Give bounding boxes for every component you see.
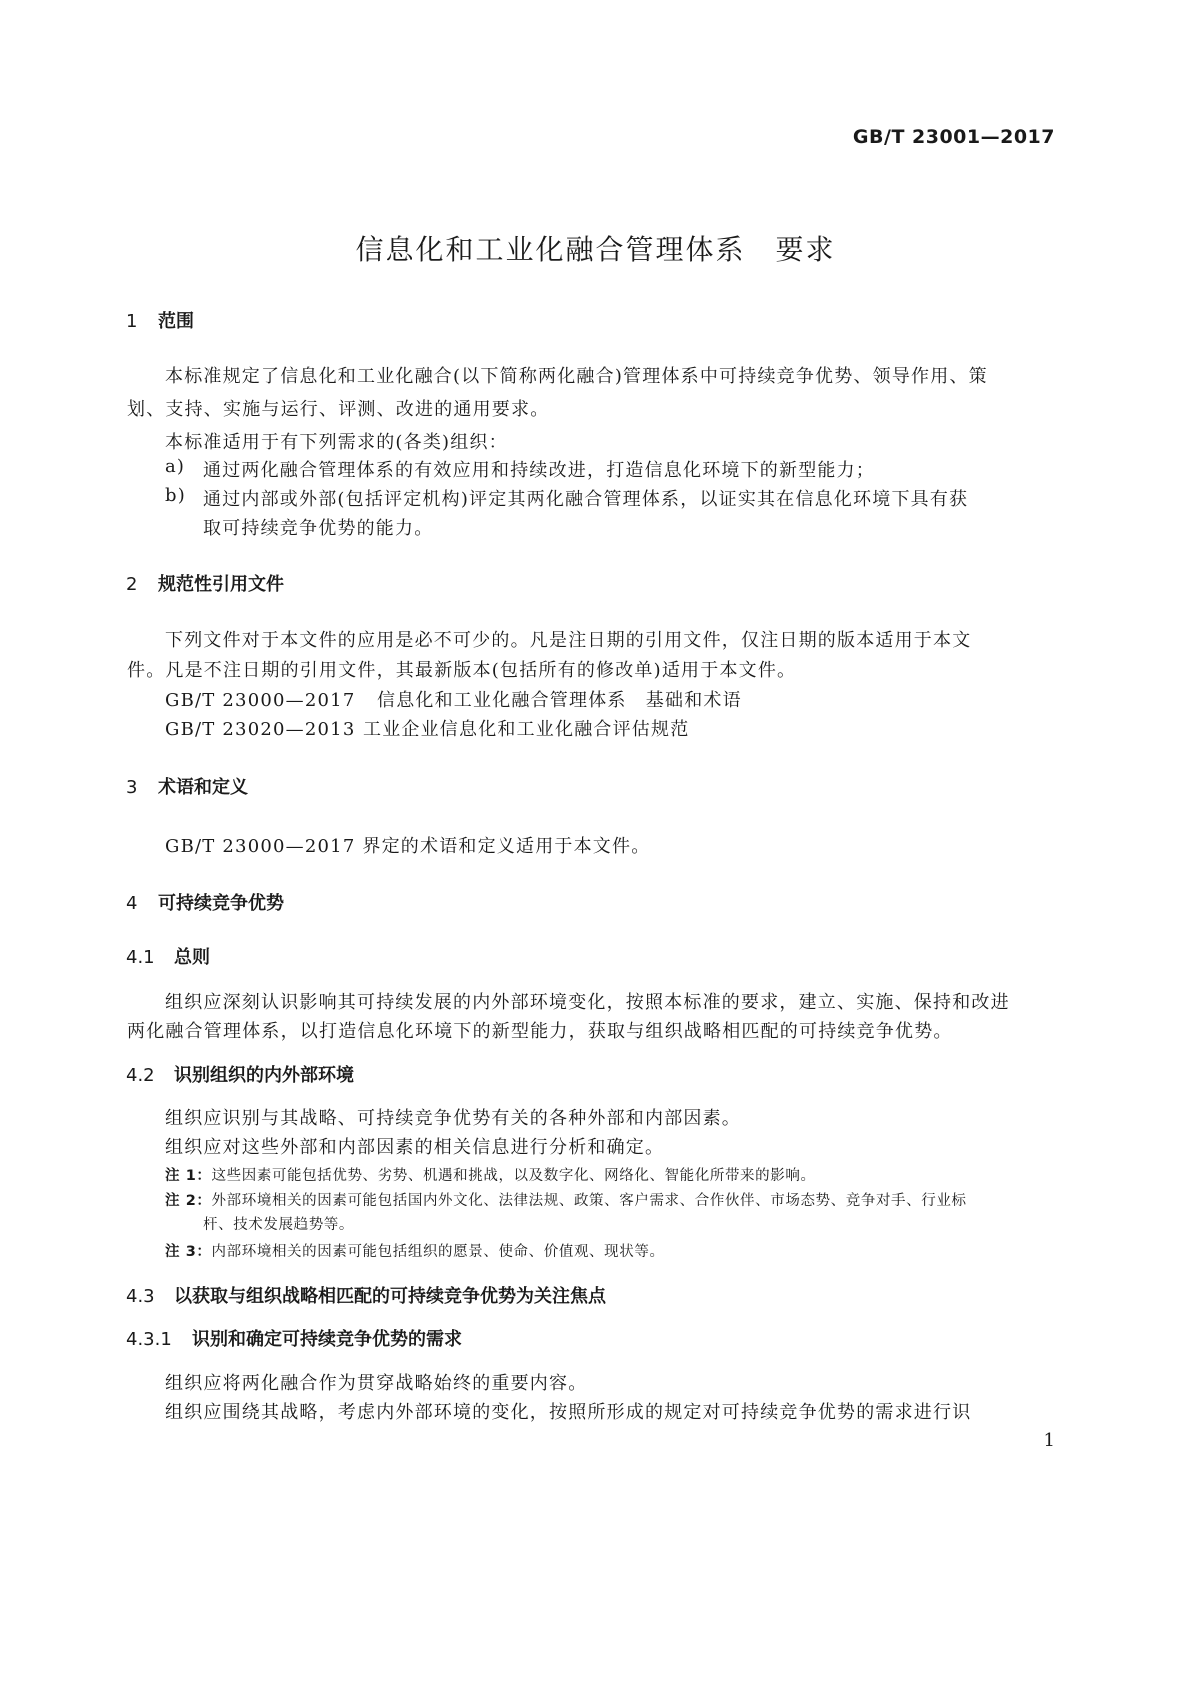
note-2: [165, 1189, 967, 1210]
section-number: 4.1: [126, 947, 155, 968]
section-3-heading: [126, 773, 248, 799]
note-label: 注 1：: [165, 1168, 212, 1184]
section-number: 4: [126, 893, 138, 914]
list-item-a: 通过两化融合管理体系的有效应用和持续改进，打造信息化环境下的新型能力；: [203, 460, 875, 481]
document-title: 信息化和工业化融合管理体系 要求: [355, 233, 836, 266]
note-3: [165, 1240, 665, 1261]
paragraph-line: 组织应识别与其战略、可持续竞争优势有关的各种外部和内部因素。: [165, 1108, 741, 1129]
list-marker-b: b): [165, 485, 186, 506]
paragraph-line: 组织应围绕其战略，考虑内外部环境的变化，按照所形成的规定对可持续竞争优势的需求进行识: [165, 1402, 972, 1423]
note-text: 这些因素可能包括优势、劣势、机遇和挑战，以及数字化、网络化、智能化所带来的影响。: [211, 1168, 816, 1184]
section-number: 4.3: [126, 1286, 155, 1307]
section-title: 以获取与组织战略相匹配的可持续竞争优势为关注焦点: [174, 1286, 606, 1307]
reference-title: 工业企业信息化和工业化融合评估规范: [363, 719, 690, 740]
list-item-b: 通过内部或外部(包括评定机构)评定其两化融合管理体系，以证实其在信息化环境下具有获: [203, 489, 969, 510]
subsection-4-3-heading: [126, 1282, 606, 1308]
section-2-heading: [126, 570, 284, 596]
paragraph-line: 划、支持、实施与运行、评测、改进的通用要求。: [127, 399, 550, 420]
note-2-cont: 杆、技术发展趋势等。: [203, 1217, 354, 1233]
list-item-b-cont: 取可持续竞争优势的能力。: [203, 518, 434, 539]
section-number: 4.2: [126, 1065, 155, 1086]
paragraph-line: 两化融合管理体系，以打造信息化环境下的新型能力，获取与组织战略相匹配的可持续竞争优势。: [127, 1021, 953, 1042]
page-number: 1: [1043, 1430, 1055, 1451]
section-number: 4.3.1: [126, 1329, 172, 1350]
section-title: 规范性引用文件: [158, 574, 284, 595]
section-title: 识别和确定可持续竞争优势的需求: [192, 1329, 462, 1350]
section-title: 可持续竞争优势: [158, 893, 284, 914]
paragraph-line: 件。凡是不注日期的引用文件，其最新版本(包括所有的修改单)适用于本文件。: [127, 660, 797, 681]
list-marker-a: a): [165, 456, 186, 477]
paragraph-line: 组织应将两化融合作为贯穿战略始终的重要内容。: [165, 1373, 588, 1394]
section-number: 3: [126, 777, 138, 798]
section-title: 术语和定义: [158, 777, 248, 798]
note-1: [165, 1164, 816, 1185]
subsection-4-2-heading: [126, 1061, 354, 1087]
note-label: 注 3：: [165, 1244, 212, 1260]
section-title: 识别组织的内外部环境: [174, 1065, 354, 1086]
section-title: 范围: [158, 311, 194, 332]
reference-code: GB/T 23000—2017: [165, 690, 356, 711]
note-label: 注 2：: [165, 1193, 212, 1209]
standard-code: GB/T 23001—2017: [852, 126, 1055, 148]
note-text: 内部环境相关的因素可能包括组织的愿景、使命、价值观、现状等。: [211, 1244, 665, 1260]
section-1-heading: [126, 307, 194, 333]
normative-reference: [165, 686, 742, 712]
reference-code: GB/T 23020—2013: [165, 719, 356, 740]
paragraph-line: 组织应对这些外部和内部因素的相关信息进行分析和确定。: [165, 1137, 665, 1158]
subsection-4-3-1-heading: [126, 1325, 462, 1351]
paragraph-line: 下列文件对于本文件的应用是必不可少的。凡是注日期的引用文件，仅注日期的版本适用于本文: [165, 630, 972, 651]
paragraph-line: GB/T 23000—2017 界定的术语和定义适用于本文件。: [165, 836, 651, 857]
section-4-heading: [126, 889, 284, 915]
paragraph-line: 组织应深刻认识影响其可持续发展的内外部环境变化，按照本标准的要求，建立、实施、保持和改进: [165, 992, 1010, 1013]
normative-reference: [165, 715, 689, 741]
paragraph-line: 本标准规定了信息化和工业化融合(以下简称两化融合)管理体系中可持续竞争优势、领导作用、策: [165, 366, 988, 387]
section-number: 2: [126, 574, 138, 595]
section-number: 1: [126, 311, 138, 332]
reference-title: 信息化和工业化融合管理体系 基础和术语: [377, 690, 742, 711]
note-text: 外部环境相关的因素可能包括国内外文化、法律法规、政策、客户需求、合作伙伴、市场态势、竞争对手、行业标: [211, 1193, 967, 1209]
subsection-4-1-heading: [126, 943, 210, 969]
paragraph-line: 本标准适用于有下列需求的(各类)组织：: [165, 432, 508, 453]
section-title: 总则: [174, 947, 210, 968]
